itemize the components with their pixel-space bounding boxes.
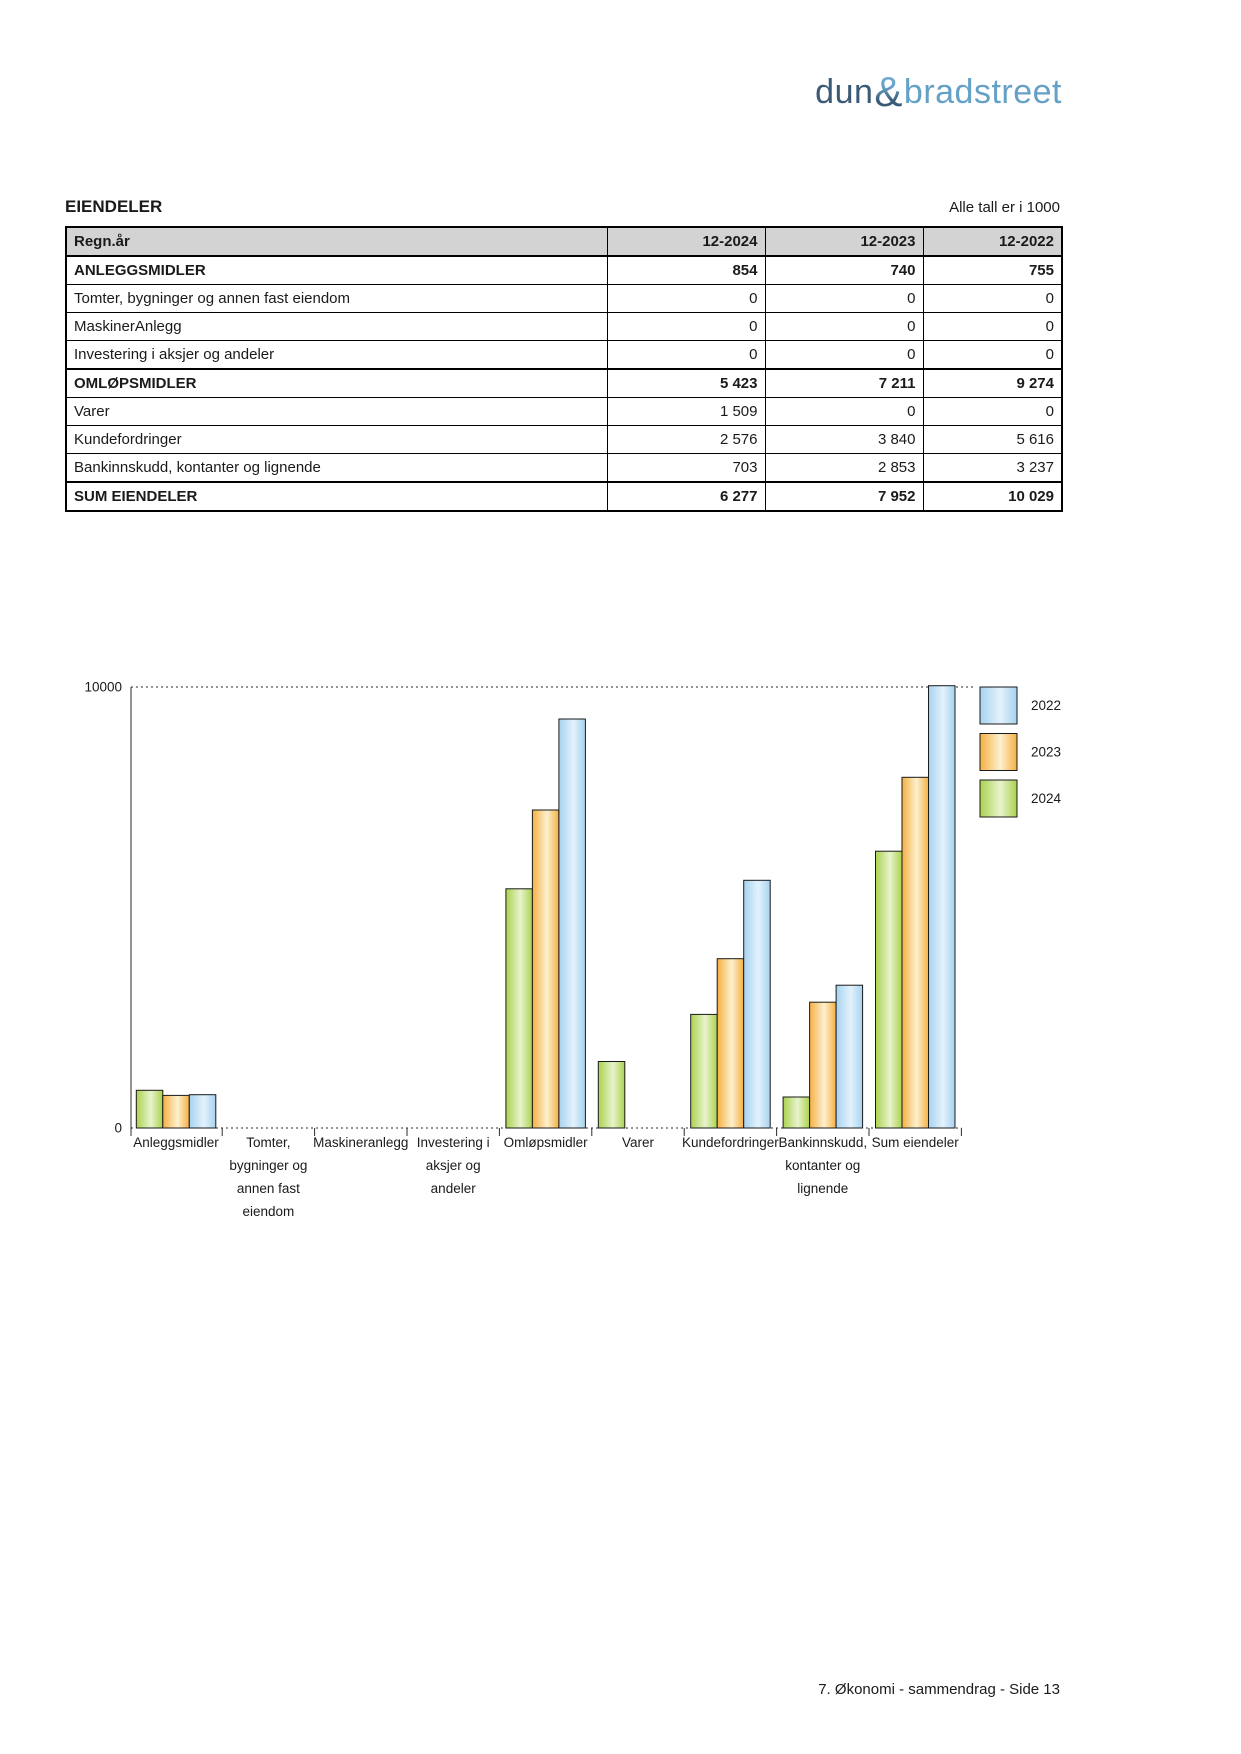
bar-2024 xyxy=(876,851,903,1128)
row-label: OMLØPSMIDLER xyxy=(66,369,607,398)
bars xyxy=(136,686,955,1128)
category-label: Kundefordringer xyxy=(681,1135,779,1150)
row-label: Kundefordringer xyxy=(66,426,607,454)
table-header-year: 12-2024 xyxy=(607,227,765,256)
row-value: 0 xyxy=(923,313,1062,341)
table-row xyxy=(66,369,1062,398)
y-tick-label: 0 xyxy=(114,1120,122,1136)
category-label: kontanter og xyxy=(785,1158,861,1173)
bar-2024 xyxy=(783,1097,810,1128)
row-value: 7 211 xyxy=(765,369,923,398)
row-value: 1 509 xyxy=(607,398,765,426)
category-label: eiendom xyxy=(242,1204,295,1219)
row-value: 10 029 xyxy=(923,482,1062,511)
row-value: 3 840 xyxy=(765,426,923,454)
row-value: 3 237 xyxy=(923,454,1062,483)
row-value: 2 576 xyxy=(607,426,765,454)
row-value: 6 277 xyxy=(607,482,765,511)
category-label: Omløpsmidler xyxy=(503,1135,588,1150)
table-header-year: 12-2023 xyxy=(765,227,923,256)
table-header-row xyxy=(66,227,1062,256)
bar-2022 xyxy=(189,1095,216,1128)
category-label: Investering i xyxy=(416,1135,490,1150)
x-axis-labels xyxy=(133,1135,959,1219)
row-value: 0 xyxy=(923,341,1062,370)
legend-swatch-2023 xyxy=(980,734,1017,771)
bar-2023 xyxy=(163,1095,190,1128)
category-label: bygninger og xyxy=(229,1158,308,1173)
bar-2022 xyxy=(744,880,771,1128)
row-label: Tomter, bygninger og annen fast eiendom xyxy=(66,285,607,313)
table-row xyxy=(66,398,1062,426)
page-footer: 7. Økonomi - sammendrag - Side 13 xyxy=(818,1681,1060,1698)
category-label: Bankinnskudd, xyxy=(778,1135,868,1150)
chart-legend xyxy=(980,687,1062,817)
legend-swatch-2022 xyxy=(980,687,1017,724)
category-label: lignende xyxy=(797,1181,849,1196)
assets-table xyxy=(65,226,1063,512)
row-value: 854 xyxy=(607,256,765,285)
bar-2023 xyxy=(810,1002,837,1128)
row-label: MaskinerAnlegg xyxy=(66,313,607,341)
row-label: Bankinnskudd, kontanter og lignende xyxy=(66,454,607,483)
page-title: EIENDELER xyxy=(65,197,163,216)
category-label: annen fast xyxy=(236,1181,300,1196)
row-value: 755 xyxy=(923,256,1062,285)
logo-word-dun: dun xyxy=(815,73,874,111)
bar-2023 xyxy=(717,959,744,1128)
row-value: 0 xyxy=(607,285,765,313)
table-row xyxy=(66,482,1062,511)
bar-2023 xyxy=(532,810,559,1128)
legend-label: 2024 xyxy=(1031,791,1062,806)
table-row xyxy=(66,313,1062,341)
legend-label: 2022 xyxy=(1031,698,1062,713)
y-axis xyxy=(84,680,131,1136)
assets-bar-chart xyxy=(0,570,1150,1250)
row-value: 703 xyxy=(607,454,765,483)
table-row xyxy=(66,341,1062,370)
category-label: Tomter, xyxy=(246,1135,291,1150)
row-value: 7 952 xyxy=(765,482,923,511)
bar-2022 xyxy=(929,686,956,1128)
category-label: Anleggsmidler xyxy=(133,1135,219,1150)
table-row xyxy=(66,285,1062,313)
row-value: 0 xyxy=(765,285,923,313)
logo-ampersand-icon: & xyxy=(874,68,903,115)
units-note: Alle tall er i 1000 xyxy=(949,199,1060,216)
category-label: Varer xyxy=(621,1135,655,1150)
legend-label: 2023 xyxy=(1031,744,1062,760)
legend-swatch-2024 xyxy=(980,780,1017,817)
category-label: andeler xyxy=(430,1181,476,1196)
bar-2024 xyxy=(506,889,533,1128)
row-value: 0 xyxy=(765,398,923,426)
row-label: SUM EIENDELER xyxy=(66,482,607,511)
logo-word-bradstreet: bradstreet xyxy=(903,73,1062,111)
row-value: 0 xyxy=(607,341,765,370)
bar-2024 xyxy=(691,1014,718,1128)
category-label: Sum eiendeler xyxy=(871,1135,959,1150)
row-value: 5 423 xyxy=(607,369,765,398)
row-value: 0 xyxy=(923,398,1062,426)
bar-2023 xyxy=(902,777,929,1128)
category-label: aksjer og xyxy=(425,1158,481,1173)
table-row xyxy=(66,454,1062,483)
bar-2022 xyxy=(559,719,586,1128)
row-label: ANLEGGSMIDLER xyxy=(66,256,607,285)
bar-2024 xyxy=(598,1062,625,1129)
row-value: 0 xyxy=(607,313,765,341)
row-value: 0 xyxy=(765,341,923,370)
category-label: Maskineranlegg xyxy=(313,1135,409,1150)
table-row xyxy=(66,256,1062,285)
row-value: 2 853 xyxy=(765,454,923,483)
bar-2024 xyxy=(136,1090,163,1128)
row-value: 0 xyxy=(923,285,1062,313)
row-value: 740 xyxy=(765,256,923,285)
row-value: 9 274 xyxy=(923,369,1062,398)
row-value: 5 616 xyxy=(923,426,1062,454)
row-label: Varer xyxy=(66,398,607,426)
row-label: Investering i aksjer og andeler xyxy=(66,341,607,370)
bar-2022 xyxy=(836,985,863,1128)
table-header-label: Regn.år xyxy=(66,227,607,256)
dun-bradstreet-logo xyxy=(815,68,1062,116)
table-row xyxy=(66,426,1062,454)
row-value: 0 xyxy=(765,313,923,341)
y-tick-label: 10000 xyxy=(84,679,122,695)
table-header-year: 12-2022 xyxy=(923,227,1062,256)
